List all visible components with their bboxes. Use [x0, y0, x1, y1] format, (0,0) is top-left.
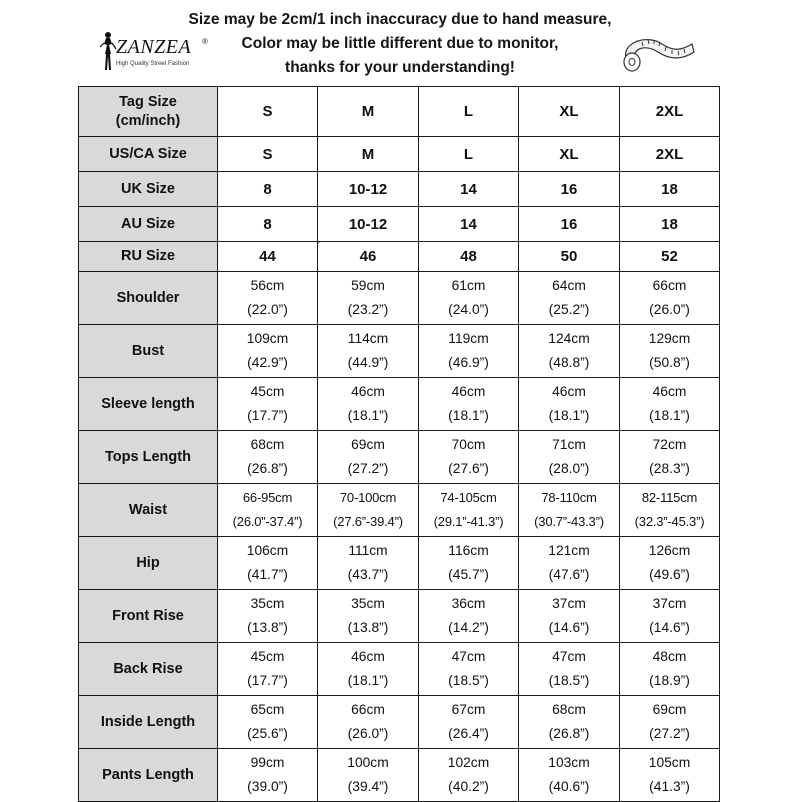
size-cell — [218, 87, 318, 137]
measurement-inch: (27.2”) — [347, 461, 389, 476]
measurement-cell — [519, 272, 620, 325]
measurement-cell — [318, 590, 419, 643]
size-value: 14 — [460, 180, 477, 198]
size-value: XL — [559, 145, 579, 163]
size-cell — [620, 87, 720, 137]
measurement-cm: 119cm — [448, 331, 489, 346]
measurement-row — [79, 749, 720, 802]
measurement-inch: (48.8”) — [548, 355, 590, 370]
measurement-cm: 65cm — [250, 702, 285, 717]
size-cell — [519, 172, 620, 207]
cell-corner-mark — [318, 242, 322, 246]
measurement-inch: (17.7”) — [247, 673, 288, 688]
measurement-cm: 99cm — [250, 755, 285, 770]
measurement-cell — [419, 378, 519, 431]
measurement-inch: (25.6”) — [247, 726, 288, 741]
size-cell — [519, 207, 620, 242]
row-label: Back Rise — [79, 643, 218, 696]
measurement-inch: (39.4”) — [347, 779, 389, 794]
measurement-inch: (22.0”) — [247, 302, 288, 317]
measurement-cell — [218, 378, 318, 431]
measurement-cell — [318, 378, 419, 431]
notice-line: Size may be 2cm/1 inch inaccuracy due to hand measure, — [188, 11, 612, 28]
measurement-cell — [620, 749, 720, 802]
size-row — [79, 207, 720, 242]
measurement-cm: 66cm — [351, 702, 385, 717]
measurement-inch: (44.9”) — [347, 355, 389, 370]
measurement-inch: (18.5”) — [448, 673, 489, 688]
measurement-cm: 68cm — [552, 702, 586, 717]
size-cell — [419, 207, 519, 242]
measurement-inch: (26.0”) — [649, 302, 690, 317]
size-cell — [419, 137, 519, 172]
measurement-cm: 46cm — [451, 384, 486, 399]
measurement-cm: 56cm — [250, 278, 285, 293]
size-cell — [318, 207, 419, 242]
row-label: Shoulder — [79, 272, 218, 325]
measurement-cm: 45cm — [250, 649, 285, 664]
measurement-inch: (13.8”) — [347, 620, 389, 635]
size-row — [79, 87, 720, 137]
measurement-cell — [519, 749, 620, 802]
size-value: S — [262, 145, 273, 163]
measurement-cell — [620, 643, 720, 696]
measurement-inch: (26.4”) — [448, 726, 489, 741]
size-chart-table — [78, 86, 720, 802]
measurement-inch: (26.8”) — [247, 461, 288, 476]
measurement-cell — [519, 643, 620, 696]
measurement-cell — [519, 431, 620, 484]
size-value: 10-12 — [348, 215, 388, 233]
measurement-inch: (13.8”) — [247, 620, 288, 635]
measurement-row — [79, 484, 720, 537]
size-cell — [218, 207, 318, 242]
size-value: 14 — [460, 215, 477, 233]
measurement-cell — [519, 590, 620, 643]
size-row — [79, 172, 720, 207]
measurement-inch: (18.9”) — [649, 673, 690, 688]
size-cell — [318, 87, 419, 137]
measurement-inch: (14.2”) — [448, 620, 489, 635]
measurement-cm: 69cm — [351, 437, 385, 452]
size-value: 8 — [263, 180, 272, 198]
measurement-cell — [519, 325, 620, 378]
measurement-cell — [620, 537, 720, 590]
row-label — [79, 242, 218, 272]
measurement-inch: (32.3”-45.3”) — [634, 514, 705, 529]
measurement-row — [79, 272, 720, 325]
size-value: M — [361, 145, 375, 163]
size-row — [79, 242, 720, 272]
measurement-cm: 46cm — [351, 649, 385, 664]
measurement-row — [79, 590, 720, 643]
size-cell — [419, 172, 519, 207]
measurement-cm: 78-110cm — [541, 490, 597, 505]
measurement-inch: (27.6”-39.4”) — [333, 514, 403, 529]
measurement-inch: (45.7”) — [448, 567, 489, 582]
measurement-inch: (29.1”-41.3”) — [433, 514, 504, 529]
measurement-cell — [419, 749, 519, 802]
measurement-cell — [419, 696, 519, 749]
size-cell — [218, 172, 318, 207]
row-label-line: AU Size — [121, 215, 175, 232]
measurement-cell — [419, 537, 519, 590]
row-label-line: RU Size — [121, 248, 175, 264]
measurement-row — [79, 378, 720, 431]
size-cell — [419, 242, 519, 272]
size-cell — [218, 242, 318, 272]
measurement-inch: (17.7”) — [247, 408, 288, 423]
size-value: 8 — [263, 215, 272, 233]
size-value: XL — [559, 103, 579, 120]
measurement-inch: (27.6”) — [448, 461, 489, 476]
row-label — [79, 207, 218, 242]
measurement-cell — [318, 272, 419, 325]
measurement-inch: (26.0”-37.4”) — [232, 514, 303, 529]
size-cell — [519, 242, 620, 272]
measurement-cell — [318, 696, 419, 749]
row-label: Tops Length — [79, 431, 218, 484]
measurement-cell — [620, 325, 720, 378]
row-label: Bust — [79, 325, 218, 378]
measurement-inch: (18.1”) — [347, 408, 389, 423]
measurement-cell — [419, 484, 519, 537]
measurement-cm: 70cm — [451, 437, 486, 452]
size-value: 44 — [259, 248, 276, 265]
size-cell — [620, 242, 720, 272]
measurement-cell — [218, 749, 318, 802]
measurement-cm: 45cm — [250, 384, 285, 399]
measurement-cell — [620, 696, 720, 749]
measurement-cell — [318, 325, 419, 378]
measurement-cm: 68cm — [250, 437, 285, 452]
measurement-cell — [318, 643, 419, 696]
measurement-cell — [218, 590, 318, 643]
measurement-cm: 74-105cm — [440, 490, 497, 505]
size-value: 18 — [661, 180, 678, 198]
measurement-cell — [419, 431, 519, 484]
size-value: 18 — [661, 215, 678, 233]
measurement-inch: (23.2”) — [347, 302, 389, 317]
size-value: 52 — [661, 248, 678, 265]
measurement-cm: 61cm — [451, 278, 486, 293]
measurement-cm: 35cm — [250, 596, 285, 611]
row-label — [79, 87, 218, 137]
measurement-cell — [318, 749, 419, 802]
measurement-cm: 46cm — [652, 384, 687, 399]
measurement-cm: 72cm — [652, 437, 687, 452]
measurement-row — [79, 643, 720, 696]
measurement-cm: 64cm — [552, 278, 586, 293]
size-value: 10-12 — [348, 180, 388, 198]
measurement-cell — [318, 484, 419, 537]
measurement-inch: (43.7”) — [347, 567, 389, 582]
measurement-cm: 114cm — [347, 331, 389, 346]
measurement-cm: 47cm — [451, 649, 486, 664]
measurement-cell — [419, 643, 519, 696]
size-cell — [318, 172, 419, 207]
measurement-cm: 35cm — [351, 596, 385, 611]
row-label-line: US/CA Size — [109, 145, 187, 162]
brand-registered-mark: ® — [202, 37, 208, 46]
size-value: 16 — [560, 215, 578, 233]
measurement-inch: (14.6”) — [649, 620, 690, 635]
measurement-inch: (40.2”) — [448, 779, 489, 794]
measurement-cm: 109cm — [246, 331, 289, 346]
measurement-cm: 82-115cm — [641, 490, 698, 505]
measurement-cell — [519, 378, 620, 431]
size-cell — [419, 87, 519, 137]
row-label: Waist — [79, 484, 218, 537]
measurement-cm: 103cm — [548, 755, 590, 770]
measurement-inch: (18.1”) — [347, 673, 389, 688]
measurement-inch: (50.8”) — [649, 355, 690, 370]
row-label-line: Tag Size — [119, 93, 177, 110]
measurement-cm: 59cm — [351, 278, 385, 293]
measurement-inch: (27.2”) — [649, 726, 690, 741]
measurement-inch: (28.3”) — [649, 461, 690, 476]
measurement-cell — [519, 696, 620, 749]
measurement-inch: (14.6”) — [548, 620, 590, 635]
measurement-inch: (18.1”) — [649, 408, 690, 423]
size-value: 16 — [560, 180, 578, 198]
size-row — [79, 137, 720, 172]
measurement-cell — [620, 484, 720, 537]
measurement-cell — [218, 325, 318, 378]
measurement-inch: (18.5”) — [548, 673, 590, 688]
measurement-inch: (42.9”) — [247, 355, 288, 370]
measurement-cm: 37cm — [652, 596, 687, 611]
size-cell — [620, 172, 720, 207]
measurement-cm: 70-100cm — [339, 490, 397, 505]
measurement-cell — [620, 272, 720, 325]
size-value: 48 — [460, 248, 477, 265]
size-value: 50 — [560, 248, 578, 265]
size-value: M — [361, 103, 375, 120]
measurement-cm: 37cm — [552, 596, 586, 611]
size-value: 2XL — [655, 145, 684, 163]
measurement-cell — [218, 537, 318, 590]
measurement-cell — [620, 590, 720, 643]
brand-tagline: High Quality Street Fashion — [116, 61, 190, 67]
measurement-cm: 46cm — [552, 384, 586, 399]
measurement-cell — [218, 272, 318, 325]
measurement-cm: 121cm — [548, 543, 590, 558]
measurement-cell — [419, 590, 519, 643]
measurement-cell — [318, 537, 419, 590]
measurement-inch: (41.3”) — [649, 779, 690, 794]
size-value: L — [463, 145, 474, 163]
row-label — [79, 172, 218, 207]
size-cell — [218, 137, 318, 172]
measurement-cell — [519, 537, 620, 590]
measurement-cm: 71cm — [552, 437, 586, 452]
measurement-row — [79, 696, 720, 749]
measurement-inch: (41.7”) — [247, 567, 288, 582]
fashion-model-icon — [96, 30, 118, 76]
measurement-cm: 66-95cm — [242, 490, 293, 505]
measurement-inch: (24.0”) — [448, 302, 489, 317]
measurement-inch: (26.0”) — [347, 726, 389, 741]
measurement-cm: 106cm — [246, 543, 289, 558]
measurement-row — [79, 537, 720, 590]
notice-line: Color may be little different due to monitor, — [241, 35, 559, 52]
size-value: S — [262, 103, 273, 120]
header — [0, 0, 800, 86]
size-cell — [519, 137, 620, 172]
measurement-inch: (26.8”) — [548, 726, 590, 741]
measurement-row — [79, 325, 720, 378]
measurement-cell — [620, 378, 720, 431]
measurement-cm: 46cm — [351, 384, 385, 399]
measurement-cell — [318, 431, 419, 484]
measurement-cm: 36cm — [451, 596, 486, 611]
measurement-cm: 48cm — [652, 649, 687, 664]
row-label: Inside Length — [79, 696, 218, 749]
measurement-cm: 126cm — [648, 543, 691, 558]
size-value: L — [463, 103, 474, 120]
row-label: Hip — [79, 537, 218, 590]
size-cell — [620, 207, 720, 242]
measurement-cm: 100cm — [347, 755, 389, 770]
measurement-cell — [218, 643, 318, 696]
measurement-cell — [218, 484, 318, 537]
row-label: Sleeve length — [79, 378, 218, 431]
measurement-inch: (40.6”) — [548, 779, 590, 794]
measurement-cm: 105cm — [648, 755, 691, 770]
row-label: Pants Length — [79, 749, 218, 802]
size-cell — [318, 137, 419, 172]
measuring-tape-icon — [618, 28, 696, 76]
measurement-cell — [419, 272, 519, 325]
measurement-cm: 124cm — [548, 331, 590, 346]
measurement-cell — [519, 484, 620, 537]
measurement-inch: (18.1”) — [448, 408, 489, 423]
size-cell — [318, 242, 419, 272]
measurement-inch: (30.7”-43.3”) — [534, 514, 604, 529]
measurement-row — [79, 431, 720, 484]
row-label: Front Rise — [79, 590, 218, 643]
measurement-inch: (49.6”) — [649, 567, 690, 582]
notice-text — [170, 8, 630, 80]
measurement-cm: 66cm — [652, 278, 687, 293]
measurement-cm: 116cm — [448, 543, 489, 558]
measurement-inch: (47.6”) — [548, 567, 590, 582]
measurement-cell — [218, 431, 318, 484]
brand-name: ZANZEA — [116, 36, 192, 58]
measurement-inch: (18.1”) — [548, 408, 590, 423]
measurement-cm: 102cm — [447, 755, 490, 770]
measurement-cm: 69cm — [652, 702, 687, 717]
measurement-cm: 111cm — [348, 543, 388, 558]
measurement-cm: 67cm — [451, 702, 486, 717]
measurement-cell — [419, 325, 519, 378]
row-label — [79, 137, 218, 172]
measurement-cm: 47cm — [552, 649, 586, 664]
measurement-inch: (28.0”) — [548, 461, 590, 476]
measurement-cm: 129cm — [648, 331, 691, 346]
size-value: 2XL — [655, 103, 684, 120]
size-value: 46 — [359, 248, 377, 265]
row-label-line: UK Size — [121, 180, 175, 197]
measurement-cell — [218, 696, 318, 749]
row-label-line: (cm/inch) — [115, 112, 181, 129]
size-cell — [519, 87, 620, 137]
notice-line: thanks for your understanding! — [285, 59, 515, 76]
measurement-inch: (39.0”) — [247, 779, 288, 794]
size-cell — [620, 137, 720, 172]
measurement-inch: (46.9”) — [448, 355, 489, 370]
measurement-cell — [620, 431, 720, 484]
measurement-inch: (25.2”) — [548, 302, 590, 317]
